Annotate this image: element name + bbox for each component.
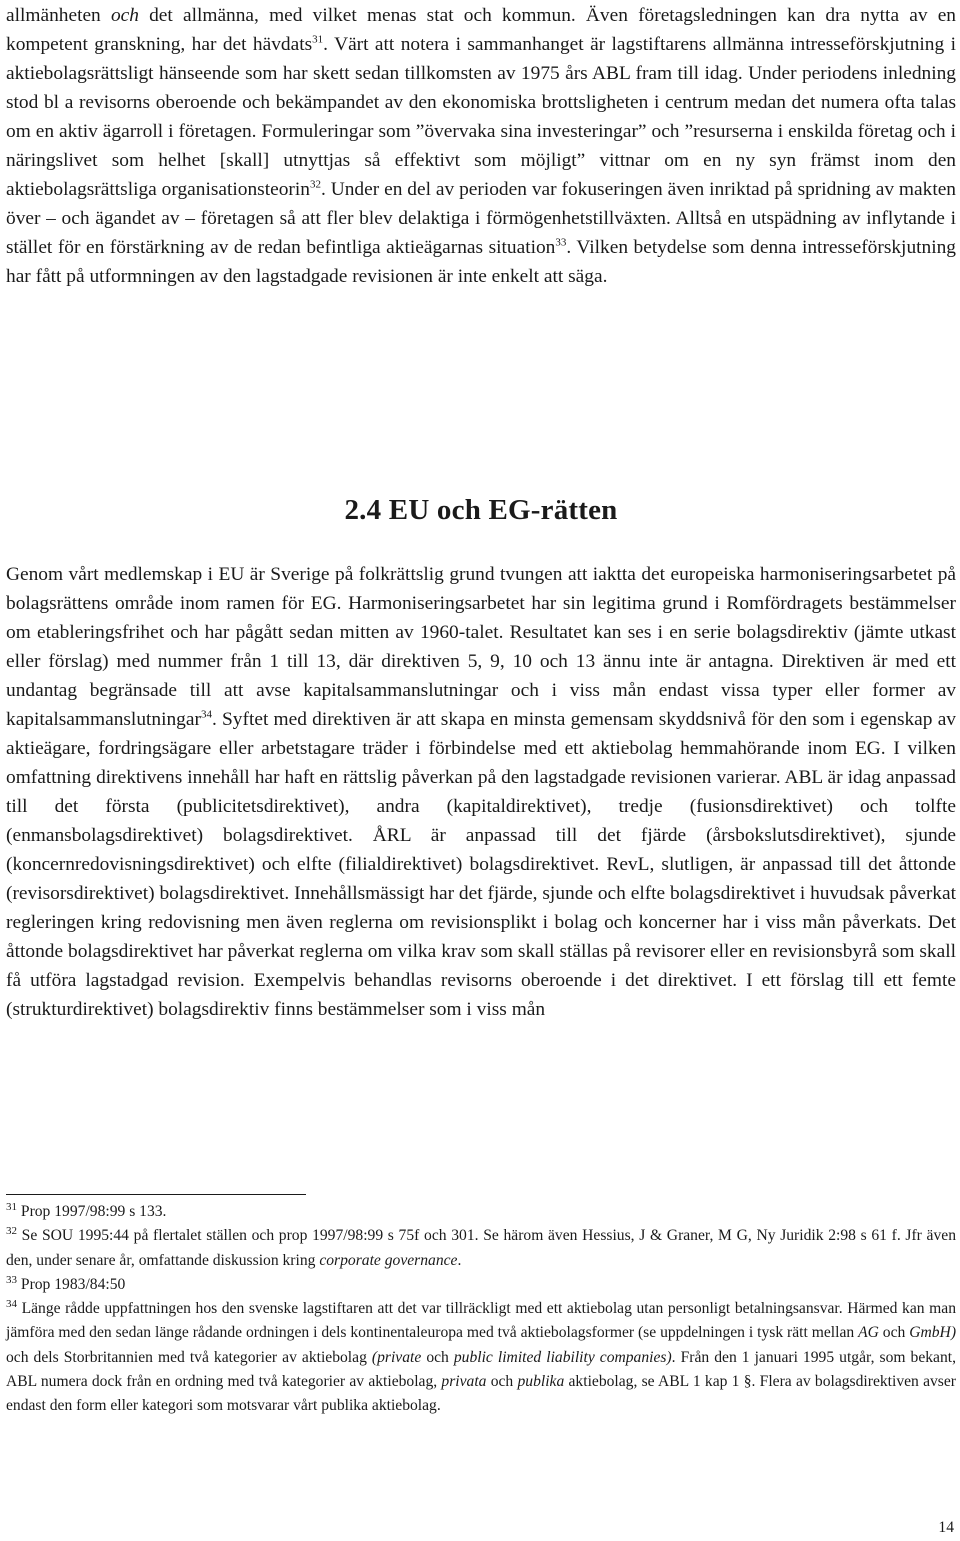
footnotes — [6, 1200, 956, 1419]
footnote-31 — [6, 1200, 956, 1224]
text-run: . Värt att notera i sammanhanget är lagstiftarens allmänna intresseförskjutning i aktiebolagsrättsligt hänseende som har skett sedan tillkomsten av 1975 års ABL fram till idag. Under periodens inledning stod bl a revisorns oberoende och bekämpandet av den ekonomiska brottsligheten i centrum medan det numera ofta talas om en aktiv ägarroll i företagen. Formuleringar som ”övervaka sina investeringar” och ”resurserna i enskilda företag och i näringslivet som helhet [skall] utnyttjas så effektivt som möjligt” vittnar om en ny syn främst inom den aktiebolagsrättsliga organisationsteorin — [6, 34, 956, 200]
footnote-text-run: aktiebolag, se ABL 1 kap 1 §. Flera av bolagsdirektiven avser endast den form eller kategori som motsvarar vårt publika aktiebolag. — [6, 1373, 956, 1415]
footnote-text-run: och — [486, 1373, 518, 1391]
footnote-33 — [6, 1273, 956, 1297]
text-run: . Under en del av perioden var fokuseringen även inriktad på spridning av makten över – och ägandet av – företagen så att fler blev delaktiga i förmögenhetstillväxten. Alltså en utspädning av inflytande i stället för en förstärkning av de redan befintliga aktieägarnas situation — [6, 179, 957, 258]
footnote-text-run: och — [878, 1324, 910, 1342]
footnote-text-run: publika — [517, 1373, 565, 1391]
text-run: och — [110, 5, 139, 26]
text-run: allmänheten — [6, 5, 111, 26]
footnote-text-run: Länge rådde uppfattningen hos den svenske lagstiftaren att det var tillräckligt med ett aktiebolag utan personligt betalningsansvar. Härmed kan man jämföra med den sedan länge rådande ordningen i dels kontinentaleuropa med två aktiebolagsformer (se uppdelningen i tysk rätt mellan — [6, 1300, 956, 1342]
footnote-text-run: GmbH) — [909, 1324, 957, 1342]
document-page — [6, 0, 956, 1541]
body-paragraph-1 — [6, 1, 956, 291]
footnote-separator — [6, 1194, 306, 1195]
text-run: Genom vårt medlemskap i EU är Sverige på folkrättslig grund tvungen att iaktta det europeiska harmoniseringsarbetet på bolagsrättens område inom ramen för EG. Harmoniseringsarbetet har sin legitima grund i Romfördragets bestämmelser om etableringsfrihet och har pågått sedan mitten av 1960-talet. Resultatet kan ses i en serie bolagsdirektiv (jämte utkast eller förslag) med nummer från 1 till 13, där direktiven 5, 9, 10 och 13 ännu inte är antagna. Direktiven är med ett undantag begränsade till att avse kapitalsammanslutningar och i viss mån endast vissa typer eller former av kapitalsammanslutningar — [6, 564, 956, 730]
footnote-text-run: och dels Storbritannien med två kategorier av aktiebolag — [6, 1348, 372, 1366]
footnote-text-run: Prop 1997/98:99 s 133. — [17, 1203, 167, 1220]
footnote-text-run: Se SOU 1995:44 på flertalet ställen och prop 1997/98:99 s 75f och 301. Se härom även Hessius, J & Graner, M G, Ny Juridik 2:98 s 61 f. Jfr även den, under senare år, omfattande diskussion kring — [6, 1227, 956, 1269]
footnote-text-run: corporate governance — [319, 1251, 458, 1269]
footnote-text-run: . — [457, 1251, 462, 1269]
text-run: . Vilken betydelse som denna intresseförskjutning har fått på utformningen av den lagstadgade revisionen är inte enkelt att säga. — [6, 237, 956, 287]
footnote-34 — [6, 1297, 956, 1418]
footnote-number: 34 — [6, 1298, 17, 1310]
footnote-32 — [6, 1224, 956, 1273]
footnote-text-run: Prop 1983/84:50 — [17, 1275, 126, 1293]
footnote-number: 32 — [6, 1225, 17, 1238]
section-heading: 2.4 EU och EG-rätten — [344, 494, 618, 526]
footnote-ref-31: 31 — [312, 33, 324, 46]
page-number: 14 — [938, 1519, 954, 1536]
text-run: . Syftet med direktiven är att skapa en minsta gemensam skyddsnivå för den som i egenskap av aktieägare, fordringsägare eller arbetstagare träder i förbindelse med ett aktiebolag hemmahörande inom EG. I vilken omfattning direktivens innehåll har haft en rättslig påverkan på den lagstadgade revisionen varierar. ABL är idag anpassad till det första (publicitetsdirektivet), andra (kapitaldirektivet), tredje (fusionsdirektivet) och tolfte (enmansbolagsdirektivet) bolagsdirektivet. ÅRL är anpassad till det fjärde (årsbokslutsdirektivet), sjunde (koncernredovisningsdirektivet) och elfte (filialdirektivet) bolagsdirektivet. RevL, slutligen, är anpassad till det åttonde (revisorsdirektivet) bolagsdirektivet. Innehållsmässigt har det fjärde, sjunde och elfte bolagsdirektivet i huvudsak påverkat regleringen kring redovisning men även reglerna om revisionsplikt i bolag och koncerner har i viss mån påverkats. Det åttonde bolagsdirektivet har påverkat reglerna om vilka krav som skall ställas på revisorer eller en revisionsbyrå som skall få utföra lagstadgad revision. Exempelvis behandlas revisorns oberoende i det direktivet. I ett förslag till ett femte (strukturdirektivet) bolagsdirektiv finns bestämmelser som i viss mån — [6, 709, 956, 1020]
footnote-text-run: public limited liability companies) — [453, 1348, 672, 1366]
footnote-number: 31 — [6, 1200, 17, 1213]
footnote-ref-33: 33 — [555, 236, 567, 249]
footnote-ref-34: 34 — [200, 708, 212, 721]
footnote-ref-32: 32 — [309, 178, 321, 191]
text-run: det allmänna, med vilket menas stat och kommun. Även företagsledningen kan dra nytta av en kompetent granskning, har det hävdats — [6, 5, 956, 55]
footnote-number: 33 — [6, 1273, 17, 1286]
footnote-text-run: privata — [441, 1373, 487, 1391]
footnote-text-run: AG — [858, 1324, 879, 1342]
footnote-text-run: . Från den 1 januari 1995 utgår, som bekant, ABL numera dock från en ordning med två kategorier av aktiebolag, — [6, 1348, 956, 1391]
footnote-text-run: och — [421, 1348, 454, 1366]
body-paragraph-2 — [6, 560, 956, 1024]
footnote-text-run: (private — [371, 1348, 422, 1366]
